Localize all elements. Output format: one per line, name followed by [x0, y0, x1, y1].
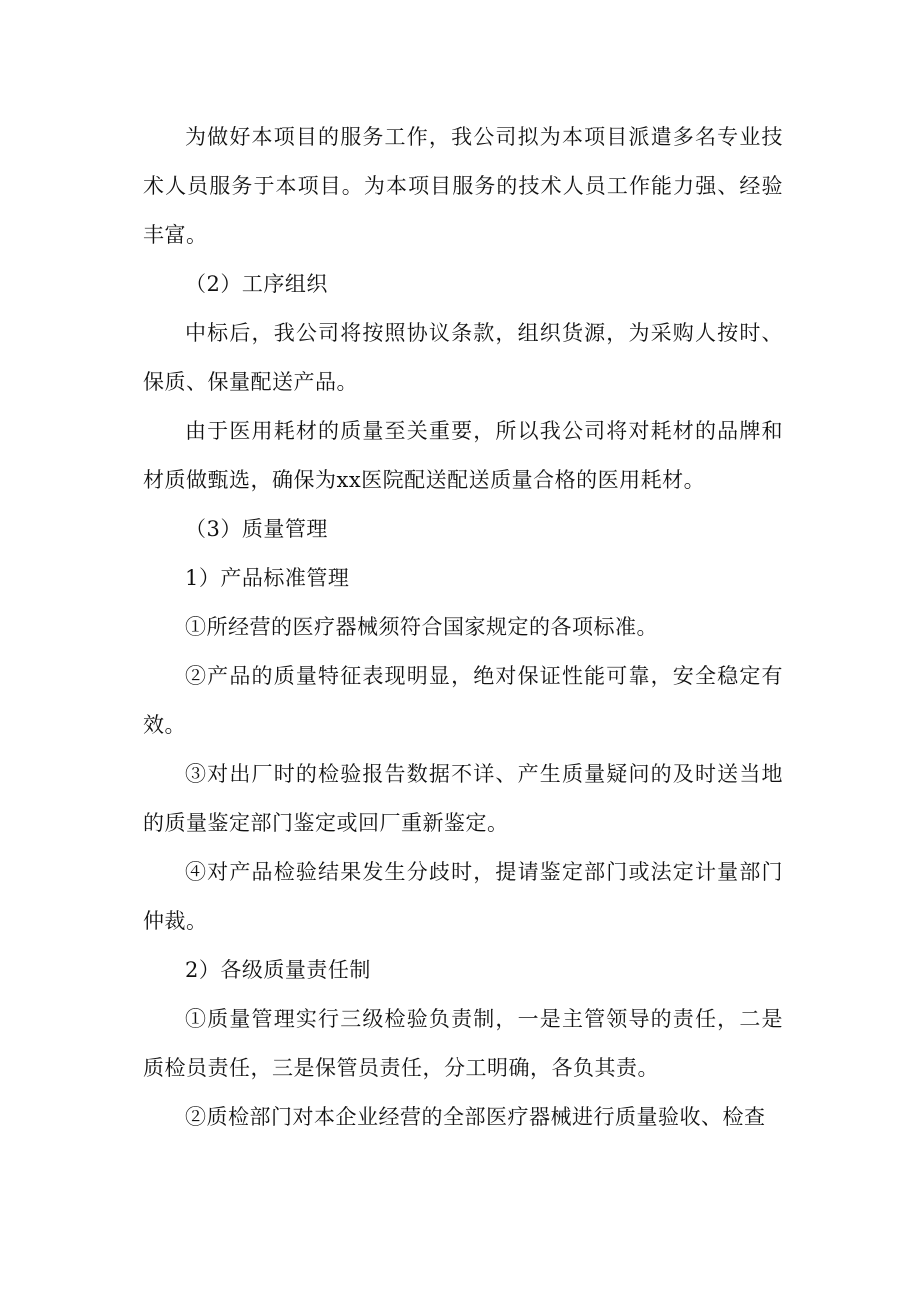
heading-product-standard-management: 1）产品标准管理 — [185, 566, 350, 590]
list-item-standard-3: ③对出厂时的检验报告数据不详、产生质量疑问的及时送当地的质量鉴定部门鉴定或回厂重新鉴定。 — [143, 762, 783, 835]
list-item-standard-2: ②产品的质量特征表现明显，绝对保证性能可靠，安全稳定有效。 — [143, 664, 783, 737]
list-item-responsibility-2: ②质检部门对本企业经营的全部医疗器械进行质量验收、检查 — [185, 1105, 766, 1129]
paragraph-after-winning-bid: 中标后，我公司将按照协议条款，组织货源，为采购人按时、保质、保量配送产品。 — [143, 321, 783, 394]
heading-quality-management: （3）质量管理 — [185, 517, 328, 541]
paragraph-material-selection: 由于医用耗材的质量至关重要，所以我公司将对耗材的品牌和材质做甄选，确保为xx医院配送配送质量合格的医用耗材。 — [143, 419, 783, 492]
list-item-standard-4: ④对产品检验结果发生分歧时，提请鉴定部门或法定计量部门仲裁。 — [143, 860, 783, 933]
heading-process-organization: （2）工序组织 — [185, 272, 328, 296]
list-item-responsibility-1: ①质量管理实行三级检验负责制，一是主管领导的责任，二是质检员责任，三是保管员责任，分工明确，各负其责。 — [143, 1007, 783, 1080]
list-item-standard-1: ①所经营的医疗器械须符合国家规定的各项标准。 — [185, 615, 658, 639]
heading-quality-responsibility: 2）各级质量责任制 — [185, 958, 371, 982]
document-body — [143, 113, 783, 1142]
paragraph-service-staff: 为做好本项目的服务工作，我公司拟为本项目派遣多名专业技术人员服务于本项目。为本项目服务的技术人员工作能力强、经验丰富。 — [143, 125, 783, 247]
